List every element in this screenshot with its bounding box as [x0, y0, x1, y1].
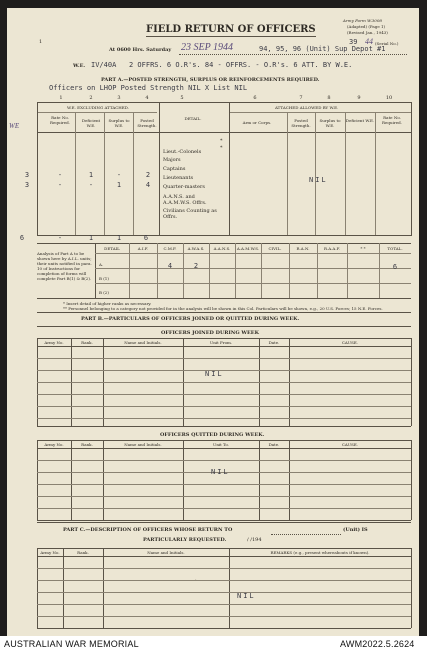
- rule: [37, 556, 411, 557]
- quitted-nil: NIL: [211, 468, 230, 476]
- we-margin-mark: WE: [9, 122, 20, 130]
- rule: [183, 243, 184, 298]
- rule: [95, 268, 411, 269]
- rule: [289, 243, 290, 298]
- rule: [37, 298, 411, 299]
- analysis-col-head: A.I.F.: [137, 246, 149, 251]
- analysis-col-head: C.M.F.: [163, 246, 177, 251]
- rule: [37, 496, 411, 497]
- col-head: Deficient W.E.: [81, 118, 101, 128]
- rule: [37, 460, 411, 461]
- rule: [411, 548, 412, 628]
- rule: [95, 283, 411, 284]
- col-head: Posted Strength.: [137, 118, 157, 128]
- analysis-col-head: TOTAL.: [387, 246, 403, 251]
- rule: [37, 628, 411, 629]
- footer-right: AWM2022.5.2624: [340, 639, 415, 649]
- row-b-rate: 3: [24, 181, 30, 189]
- table-col-head: Rank.: [81, 340, 93, 345]
- rule: [37, 102, 38, 236]
- col-head: Rate No. Required.: [382, 115, 402, 125]
- table-col-head: REMARKS (e.g., present whereabouts if known).: [270, 550, 370, 555]
- table-col-head: Date.: [268, 340, 280, 345]
- rank-label: Quarter-masters: [163, 184, 205, 190]
- analysis-col-head: R.A.A.F.: [323, 246, 341, 251]
- col-number: 10: [385, 95, 393, 101]
- unit-blank: [271, 534, 341, 535]
- we-label: W.E.: [73, 63, 86, 69]
- table-col-head: Unit To.: [212, 442, 230, 447]
- rule: [157, 243, 158, 298]
- army-form-adapted: (Adapted) (Page 1): [347, 24, 386, 29]
- rule: [37, 338, 411, 339]
- archive-footer: [0, 636, 427, 653]
- table-col-head: Rank.: [81, 442, 93, 447]
- rule: [37, 440, 411, 441]
- date-unit-line: [179, 54, 407, 55]
- analysis-row-label: A.: [99, 262, 104, 267]
- rule: [37, 448, 411, 449]
- army-form-no: Army Form W.3008: [343, 18, 382, 23]
- rule: [37, 508, 411, 509]
- col-number: 7: [299, 95, 303, 101]
- col-head: DETAIL.: [184, 116, 202, 121]
- joined-title: OFFICERS JOINED DURING WEEK: [161, 330, 259, 336]
- asterisk-mark: *: [220, 138, 223, 144]
- row-b-deficient: -: [57, 181, 63, 189]
- row-a-posted: -: [116, 171, 122, 179]
- part-c-requested: PARTICULARLY REQUESTED.: [143, 537, 227, 543]
- table-col-head: Name and Initials.: [124, 442, 162, 447]
- rule: [37, 548, 411, 549]
- at-hrs-label: At 0600 Hrs. Saturday: [109, 47, 172, 53]
- date-hand: 23 SEP 1944: [181, 42, 234, 53]
- rule: [37, 132, 411, 133]
- part-a-typed-line: Officers on LHOP Posted Strength NIL X List NIL: [49, 84, 248, 92]
- table-col-head: Army No.: [44, 340, 64, 345]
- rule: [37, 568, 411, 569]
- analysis-col-head: * *: [360, 246, 366, 251]
- analysis-col-head: A.A.M.W.S.: [236, 246, 260, 251]
- col-number: 9: [357, 95, 361, 101]
- row-b-surplus: -: [88, 181, 94, 189]
- rule: [37, 484, 411, 485]
- analysis-total-a: 6: [392, 263, 398, 271]
- rule: [235, 243, 236, 298]
- rule: [37, 102, 411, 103]
- row-a-rate: 3: [24, 171, 30, 179]
- row-a-total: 2: [145, 171, 151, 179]
- rule: [411, 338, 412, 426]
- rank-label: Lieut.-Colonels: [163, 149, 202, 155]
- rule: [37, 592, 411, 593]
- rule: [375, 112, 376, 236]
- rule: [95, 253, 411, 254]
- col-head: Deficient W.E.: [345, 118, 375, 123]
- quitted-title: OFFICERS QUITTED DURING WEEK.: [160, 432, 265, 438]
- table-col-head: CAUSE.: [341, 442, 359, 447]
- col-number: 2: [89, 95, 93, 101]
- rule: [287, 112, 288, 236]
- rule: [37, 406, 411, 407]
- page-mark: 1: [39, 39, 43, 45]
- col-head: Arm or Corps.: [242, 120, 272, 125]
- rule: [411, 102, 412, 236]
- we-typed: IV/40A: [91, 61, 117, 69]
- rule: [133, 112, 134, 236]
- table-col-head: Army No.: [44, 442, 64, 447]
- analysis-aif-a: 4: [167, 262, 173, 270]
- analysis-note: Analysis of Part A to be shown here by A.I.L. units; their units notified in para. 10 of Instructions for completion of forms will complete Part B(1) & B(2).: [37, 251, 92, 281]
- row-b-posted: 1: [116, 181, 122, 189]
- analysis-col-head: A.W.A.S.: [187, 246, 205, 251]
- col-head: Surplus to W.E.: [319, 118, 341, 128]
- rule: [209, 243, 210, 298]
- rule: [37, 604, 411, 605]
- col-head: Rate No. Required.: [50, 115, 70, 125]
- total-surplus: 1: [88, 234, 94, 242]
- col-number: 6: [253, 95, 257, 101]
- rule: [37, 520, 411, 521]
- analysis-cmf-a: 2: [193, 262, 199, 270]
- table-col-head: Army No.: [40, 550, 60, 555]
- unit-typed: 94, 95, 96 (Unit) Sup Depot #1: [259, 45, 386, 53]
- rule: [261, 243, 262, 298]
- table-col-head: CAUSE.: [341, 340, 359, 345]
- col-number: 8: [327, 95, 331, 101]
- total-rate: 6: [19, 234, 25, 242]
- rule: [229, 102, 230, 236]
- total-deficient: -: [57, 234, 63, 242]
- rank-label: Lieutenants: [163, 175, 194, 181]
- rule: [37, 426, 411, 427]
- rank-label: Captains: [163, 166, 186, 172]
- rule: [37, 418, 411, 419]
- rank-label: Civilians Counting as Offrs.: [163, 208, 217, 220]
- rule: [37, 522, 411, 523]
- rule: [95, 243, 96, 299]
- rule: [347, 243, 348, 298]
- row-b-total: 4: [145, 181, 151, 189]
- footnote-2: ** Personnel belonging to a category not provided for in the analysis will be shown in this Col. Particulars will be shown, e.g., 20 U.S. Forces; 15 N.E. Forces.: [63, 306, 383, 311]
- part-a-heading: PART A.—POSTED STRENGTH, SURPLUS OR REINFORCEMENTS REQUIRED.: [101, 77, 320, 83]
- joined-nil: NIL: [205, 370, 224, 378]
- faint-mark: .: [195, 576, 197, 582]
- rule: [37, 370, 411, 371]
- part-c-date-blank: / /194: [247, 537, 262, 543]
- rule: [37, 326, 411, 327]
- footnote-1: * Insert detail of higher ranks as necessary.: [63, 301, 152, 306]
- serial-hand: 44: [365, 37, 373, 46]
- rule: [37, 580, 411, 581]
- part-a-nil: NIL: [309, 176, 328, 184]
- asterisk-mark: *: [220, 145, 223, 151]
- col-head: Posted Strength.: [291, 118, 311, 128]
- rule: [229, 112, 411, 113]
- rule: [37, 112, 157, 113]
- we-strength-line: 2 OFFRS. 6 O.R's. 84 - OFFRS. - O.R's. 6 ATT. BY W.E.: [129, 61, 353, 69]
- analysis-row-label: B (2): [99, 290, 109, 295]
- rule: [411, 440, 412, 520]
- col-number: 5: [180, 95, 184, 101]
- analysis-col-head: CIVIL.: [268, 246, 282, 251]
- group-left-heading: W.E. EXCLUDING ATTACHED.: [67, 105, 130, 110]
- analysis-col-head: R.A.N.: [296, 246, 310, 251]
- rule: [37, 312, 411, 313]
- group-right-heading: ATTACHED ALLOWED BY W.E.: [275, 105, 339, 110]
- rule: [37, 616, 411, 617]
- army-form-revised: (Revised Jan., 1943): [347, 30, 388, 35]
- rule: [315, 112, 316, 236]
- part-b-heading: PART B.—PARTICULARS OF OFFICERS JOINED OR QUITTED DURING WEEK.: [81, 316, 300, 322]
- col-head: Surplus to W.E.: [108, 118, 130, 128]
- rule: [37, 394, 411, 395]
- total-posted: 1: [116, 234, 122, 242]
- form-title: FIELD RETURN OF OFFICERS: [146, 24, 316, 35]
- form-page: [7, 8, 419, 636]
- footer-left: AUSTRALIAN WAR MEMORIAL: [4, 639, 139, 649]
- table-col-head: Name and Initials.: [124, 340, 162, 345]
- analysis-row-label: B (1): [99, 276, 109, 281]
- rule: [37, 346, 411, 347]
- rank-label: Majors: [163, 157, 181, 163]
- rank-label: A.A.N.S. and A.A.M.W.S. Offrs.: [163, 194, 207, 206]
- table-col-head: Date.: [268, 442, 280, 447]
- analysis-col-head: A.A.N.S.: [213, 246, 231, 251]
- rule: [75, 112, 76, 236]
- table-col-head: Name and Initials.: [147, 550, 185, 555]
- rule: [129, 243, 130, 298]
- rule: [37, 382, 411, 383]
- table-col-head: Unit From.: [209, 340, 233, 345]
- row-a-deficient: -: [57, 171, 63, 179]
- total-strength: 6: [143, 234, 149, 242]
- rule: [37, 243, 411, 244]
- rule: [317, 243, 318, 298]
- row-a-surplus: 1: [88, 171, 94, 179]
- part-c-unit-is: (Unit) IS: [343, 527, 368, 533]
- rule: [37, 358, 411, 359]
- part-c-nil: NIL: [237, 592, 256, 600]
- rule: [345, 112, 346, 236]
- col-number: 4: [145, 95, 149, 101]
- analysis-col-head: DETAIL: [104, 246, 120, 251]
- table-col-head: Rank.: [77, 550, 89, 555]
- col-number: 1: [59, 95, 63, 101]
- part-c-heading: PART C.—DESCRIPTION OF OFFICERS WHOSE RETURN TO: [63, 527, 233, 533]
- serial-label: (Serial No.): [375, 41, 399, 46]
- serial-typed: 39: [349, 38, 358, 46]
- rule: [159, 102, 160, 236]
- col-number: 3: [117, 95, 121, 101]
